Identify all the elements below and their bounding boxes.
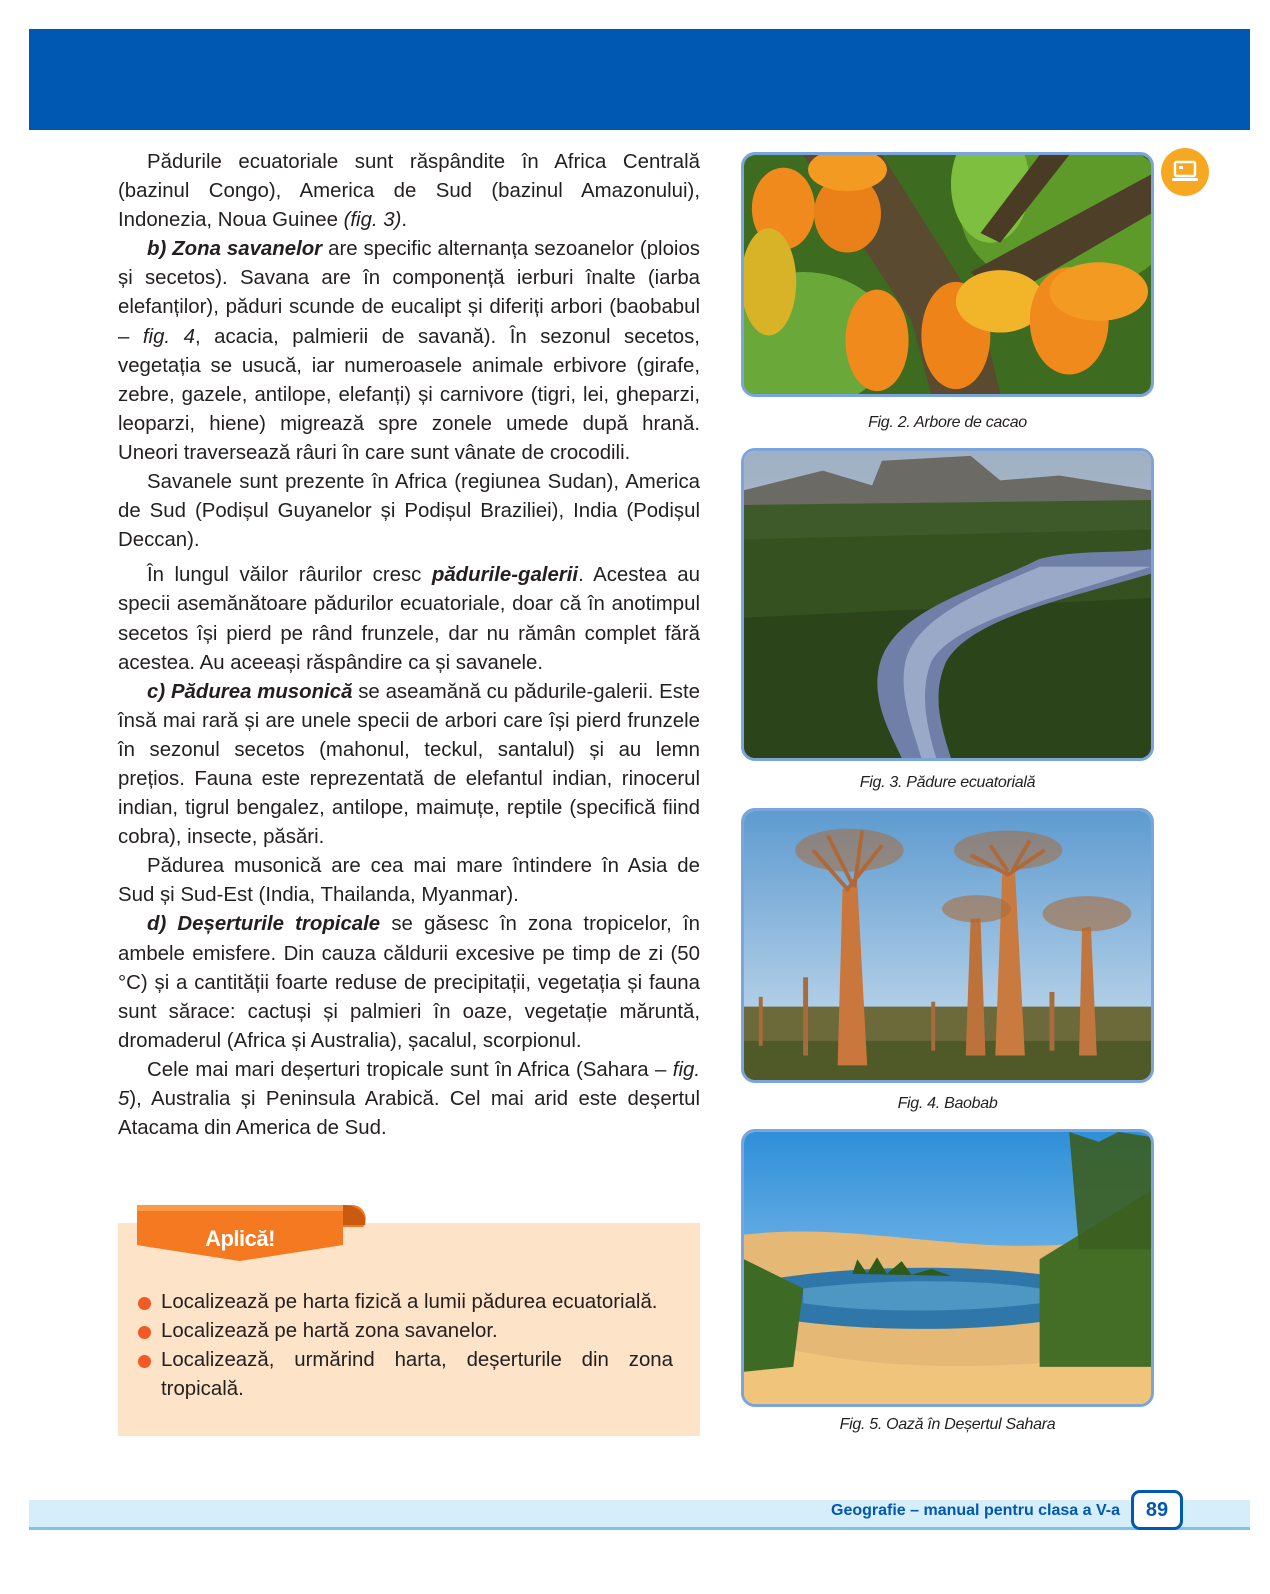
list-item: Localizează pe hartă zona savanelor.	[138, 1317, 673, 1346]
paragraph-equatorial-distribution: Pădurile ecuatoriale sunt răspândite în Africa Centrală (bazinul Congo), America de Sud (bazinul Amazonului), Indonezia, Noua Guinee (fig. 3).	[118, 151, 700, 232]
apply-task-list	[138, 1288, 673, 1404]
header-band	[29, 29, 1250, 130]
main-text	[118, 148, 700, 1143]
term-gallery-forests: pădurile-galerii	[431, 564, 579, 587]
bullet-dot-icon	[138, 1326, 151, 1339]
laptop-icon[interactable]	[1161, 148, 1209, 196]
figure-caption: Fig. 2. Arbore de cacao	[868, 414, 1027, 431]
figure-caption: Fig. 4. Baobab	[897, 1095, 998, 1112]
figure-baobab-image	[741, 808, 1154, 1083]
paragraph-monsoon-forest: c) Pădurea musonică se aseamănă cu pădurile-galerii. Este însă mai rară și are unele specii de arbori care își pierd frunzele în sezonul secetos (mahonul, teckul, santalul) și au lemn prețios. Fauna este reprezentată de elefantul indian, rinocerul indian, tigrul bengalez, antilope, maimuțe, reptile (specifică fiind cobra), insecte, păsări.	[118, 680, 700, 849]
section-heading-deserts: d) Deșerturile tropicale	[147, 913, 381, 936]
paragraph-savanna-zone: b) Zona savanelor are specific alternanța sezoanelor (ploios și secetos). Savana are în componență ierburi înalte (iarba elefanților), păduri scunde de eucalipt și diferiți arbori (baobabul – fig. 4, acacia, palmierii de savană). În sezonul secetos, vegetația se usucă, iar numeroasele animale erbivore (girafe, zebre, gazele, antilope, elefanți) și carnivore (tigri, lei, gheparzi, leoparzi, hiene) migrează spre zonele umede după hrană. Uneori traversează râuri în care sunt vânate de crocodili.	[118, 238, 700, 464]
paragraph-deserts-distribution: Cele mai mari deșerturi tropicale sunt în Africa (Sahara – fig. 5), Australia și Peninsula Arabică. Cel mai arid este deșertul Atacama din America de Sud.	[118, 1058, 700, 1140]
paragraph-monsoon-distribution: Pădurea musonică are cea mai mare întindere în Asia de Sud și Sud-Est (India, Thailanda, Myanmar).	[118, 855, 700, 907]
section-heading-monsoon: c) Pădurea musonică	[147, 680, 353, 703]
figure-caption: Fig. 5. Oază în Deșertul Sahara	[839, 1416, 1056, 1433]
figure-cacao-tree-image	[741, 152, 1154, 397]
paragraph-savanna-distribution: Savanele sunt prezente în Africa (regiunea Sudan), America de Sud (Podișul Guyanelor și Podișul Braziliei), India (Podișul Deccan).	[118, 471, 700, 552]
list-item: Localizează pe harta fizică a lumii pădurea ecuatorială.	[138, 1288, 673, 1317]
paragraph-gallery-forests: În lungul văilor râurilor cresc pădurile-galerii. Acestea au specii asemănătoare pădurilor ecuatoriale, doar că în anotimpul secetos își pierd pe rând frunzele, dar nu rămân complet fără acestea. Au aceeași răspândire ca și savanele.	[118, 564, 700, 674]
apply-title: Aplică!	[205, 1226, 275, 1251]
figure-oasis-image	[741, 1129, 1154, 1407]
bullet-dot-icon	[138, 1355, 151, 1368]
section-heading-savanna: b) Zona savanelor	[147, 238, 323, 261]
list-item: Localizează, urmărind harta, deșerturile din zona tropicală.	[138, 1346, 673, 1404]
page-number: 89	[1131, 1490, 1183, 1530]
figure-caption: Fig. 3. Pădure ecuatorială	[859, 774, 1036, 791]
paragraph-tropical-deserts: d) Deșerturile tropicale se găsesc în zona tropicelor, în ambele emisfere. Din cauza căldurii excesive pe timp de zi (50 °C) și a cantității foarte reduse de precipitații, vegetația și fauna sunt sărace: cactuși și palmieri în oaze, vegetație măruntă, dromaderul (Africa și Australia), șacalul, scorpionul.	[118, 913, 700, 1052]
figure-equatorial-forest-image	[741, 448, 1154, 761]
footer-book-title: Geografie – manual pentru clasa a V-a	[831, 1502, 1120, 1519]
bullet-dot-icon	[138, 1297, 151, 1310]
